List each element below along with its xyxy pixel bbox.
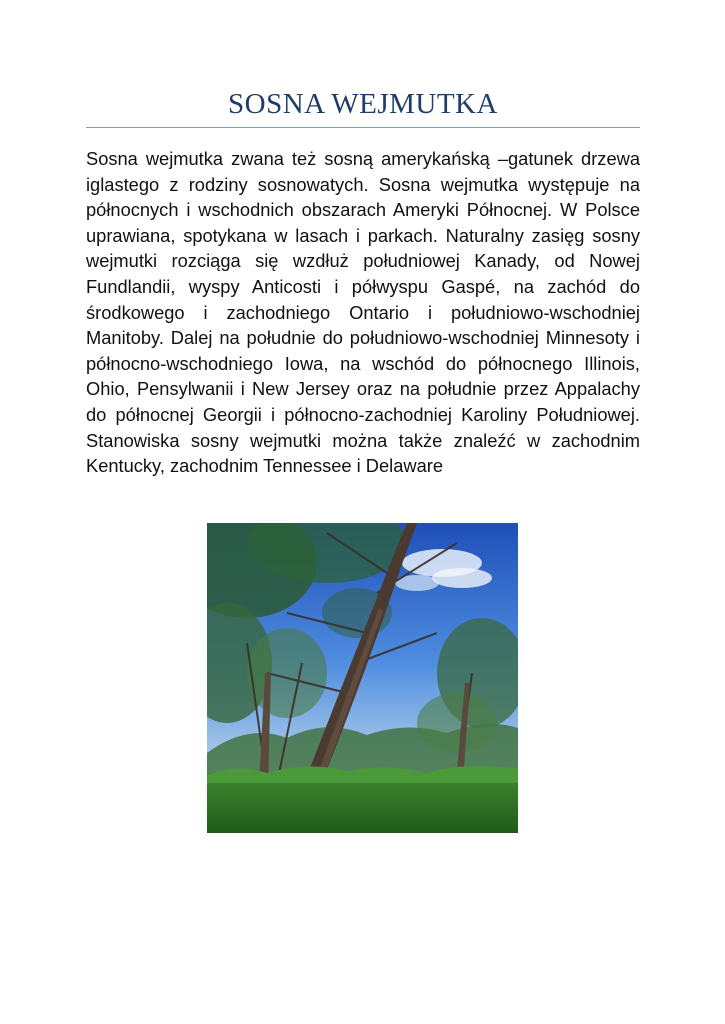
page-title: SOSNA WEJMUTKA — [228, 88, 498, 120]
title-divider — [86, 127, 640, 128]
body-paragraph: Sosna wejmutka zwana też sosną amerykańską –gatunek drzewa iglastego z rodziny sosnowatych. Sosna wejmutka występuje na północnych i wschodnich obszarach Ameryki Północnej. W Polsce uprawiana, spotykana w lasach i parkach. Naturalny zasięg sosny wejmutki rozciąga się wzdłuż południowej Kanady, od Nowej Fundlandii, wyspy Anticosti i półwyspu Gaspé, na zachód do środkowego i zachodniego Ontario i południowo-wschodniej Manitoby. Dalej na południe do południowo-wschodniej Minnesoty i północno-wschodniego Iowa, na wschód do północnego Illinois, Ohio, Pensylwanii i New Jersey oraz na południe przez Appalachy do północnej Georgii i północno-zachodniej Karoliny Południowej. Stanowiska sosny wejmutki można także znaleźć w zachodnim Kentucky, zachodnim Tennessee i Delaware — [86, 148, 640, 477]
pine-tree-photo — [207, 523, 518, 833]
